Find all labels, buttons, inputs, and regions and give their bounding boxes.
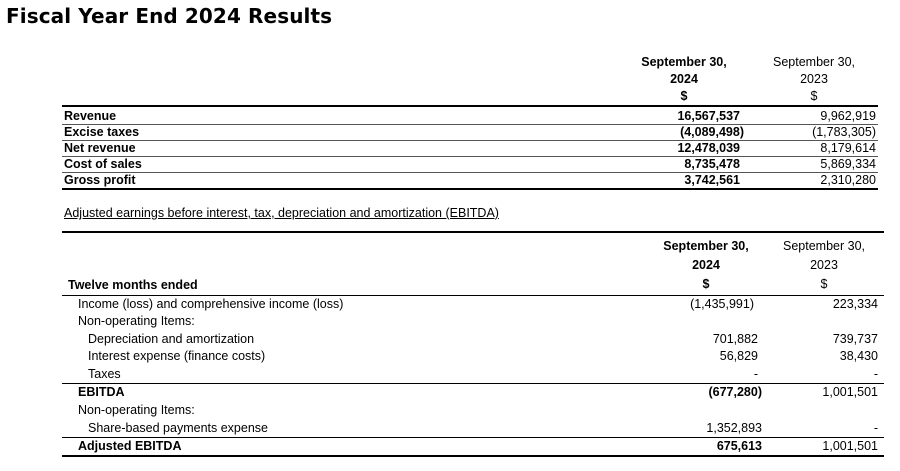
table1-bottom-rule: [62, 188, 878, 190]
table-row: [78, 402, 878, 419]
value-2023: 8,179,614: [820, 141, 876, 155]
value-2023: -: [873, 421, 878, 435]
value-2024: (4,089,498): [680, 125, 744, 139]
col-header-2024: [628, 54, 740, 105]
value-2024: -: [753, 367, 758, 381]
table1-top-rule: [62, 105, 878, 107]
col-header-2024-currency: $: [702, 277, 710, 291]
table-row-adjusted-ebitda: [78, 438, 878, 455]
value-2024: 701,882: [712, 332, 758, 346]
value-2023: -: [873, 367, 878, 381]
col-header-2023-date: September 30,: [783, 239, 865, 253]
value-2023: 223,334: [832, 297, 878, 311]
ebitda-section-title: Adjusted earnings before interest, tax, depreciation and amortization (EBITDA): [64, 206, 499, 220]
col-header-2024-date: September 30,: [641, 55, 727, 69]
table2-bottom-rule: [62, 455, 884, 457]
col-header-2024-date: September 30,: [663, 239, 749, 253]
row-label: Income (loss) and comprehensive income (loss): [78, 297, 344, 311]
col-header-2024: [650, 237, 762, 294]
value-2024: 12,478,039: [677, 141, 740, 155]
table-row: [78, 348, 878, 365]
table-row: [78, 420, 878, 437]
row-label: Adjusted EBITDA: [78, 439, 182, 453]
row-label: Non-operating Items:: [78, 403, 195, 417]
table-row: [64, 172, 876, 188]
table-row-ebitda: [78, 384, 878, 401]
page-title: Fiscal Year End 2024 Results: [6, 4, 333, 28]
col-header-2023: [768, 237, 880, 294]
value-2023: 2,310,280: [820, 173, 876, 187]
row-label: Cost of sales: [64, 157, 142, 171]
table-row: [64, 108, 876, 124]
col-header-2024-currency: $: [680, 89, 688, 103]
row-label: Depreciation and amortization: [88, 332, 255, 346]
value-2023: (1,783,305): [812, 125, 876, 139]
table-row: [64, 140, 876, 156]
twelve-months-label: Twelve months ended: [68, 278, 198, 292]
value-2024: 16,567,537: [677, 109, 740, 123]
value-2024: 56,829: [719, 349, 758, 363]
col-header-2023-currency: $: [810, 89, 818, 103]
value-2024: 3,742,561: [684, 173, 740, 187]
value-2023: 5,869,334: [820, 157, 876, 171]
row-label: Revenue: [64, 109, 117, 123]
table-row: [78, 331, 878, 348]
row-label: Taxes: [88, 367, 121, 381]
col-header-2024-year: 2024: [670, 72, 698, 86]
table-row: [64, 156, 876, 172]
value-2023: 1,001,501: [822, 439, 878, 453]
value-2023: 9,962,919: [820, 109, 876, 123]
table2-top-rule: [62, 231, 884, 233]
table-row: [78, 296, 878, 313]
row-label: Net revenue: [64, 141, 136, 155]
row-label: Excise taxes: [64, 125, 140, 139]
table-row: [64, 124, 876, 140]
value-2023: 38,430: [839, 349, 878, 363]
row-label: Gross profit: [64, 173, 136, 187]
col-header-2024-year: 2024: [692, 258, 720, 272]
row-label: EBITDA: [78, 385, 125, 399]
col-header-2023: [758, 54, 870, 105]
col-header-2023-year: 2023: [810, 258, 838, 272]
value-2024: 675,613: [716, 439, 762, 453]
col-header-2023-currency: $: [820, 277, 828, 291]
table-row: [78, 366, 878, 383]
value-2024: 8,735,478: [684, 157, 740, 171]
value-2024: (677,280): [708, 385, 762, 399]
value-2024: 1,352,893: [706, 421, 762, 435]
row-label: Share-based payments expense: [88, 421, 268, 435]
row-label: Non-operating Items:: [78, 314, 195, 328]
value-2023: 739,737: [832, 332, 878, 346]
row-label: Interest expense (finance costs): [88, 349, 266, 363]
value-2024: (1,435,991): [690, 297, 754, 311]
col-header-2023-year: 2023: [800, 72, 828, 86]
value-2023: 1,001,501: [822, 385, 878, 399]
table-row: [78, 313, 878, 330]
col-header-2023-date: September 30,: [773, 55, 855, 69]
